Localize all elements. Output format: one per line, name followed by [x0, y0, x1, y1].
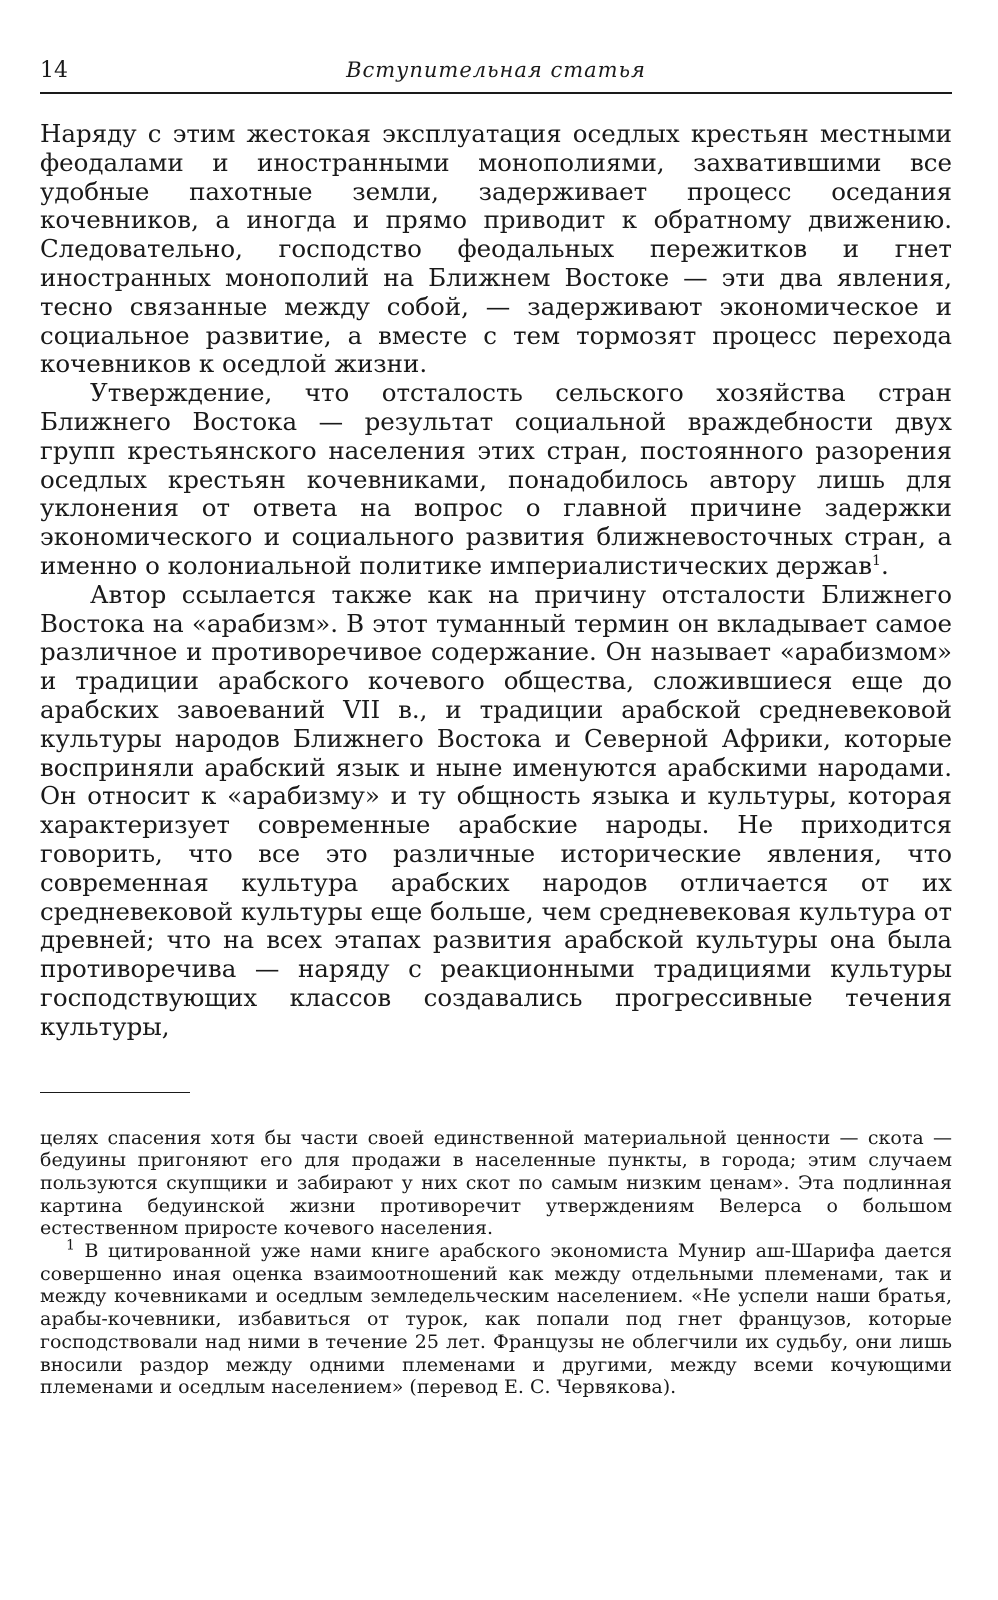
paragraph-2-text: Утверждение, что отсталость сельского хозяйства стран Ближнего Востока — результат социальной враждебности двух групп крестьянского населения этих стран, постоянного разорения оседлых крестьян кочевниками, понадобилось автору лишь для уклонения от ответа на вопрос о главной причине задержки экономического и социального развития ближневосточных стран, а именно о колониальной политике империалистических держав: [40, 378, 952, 580]
page-number: 14: [40, 58, 68, 83]
paragraph-3: Автор ссылается также как на причину отсталости Ближнего Востока на «арабизм». В этот туманный термин он вкладывает самое различное и противоречивое содержание. Он называет «арабизмом» и традиции арабского кочевого общества, сложившиеся еще до арабских завоеваний VII в., и традиции арабской средневековой культуры народов Ближнего Востока и Северной Африки, которые восприняли арабский язык и ныне именуются арабскими народами. Он относит к «арабизму» и ту общность языка и культуры, которая характеризует современные арабские народы. Не приходится говорить, что все это различные исторические явления, что современная культура арабских народов отличается от их средневековой культуры еще больше, чем средневековая культура от древней; что на всех этапах развития арабской культуры она была противоречива — наряду с реакционными традициями культуры господствующих классов создавались прогрессивные течения культуры,: [40, 579, 952, 1041]
running-title: Вступительная статья: [346, 58, 646, 82]
footnote-1: [40, 1237, 952, 1399]
paragraph-2-end: .: [880, 550, 889, 580]
footnote-reference: 1: [872, 552, 881, 569]
footnotes: [40, 1127, 952, 1399]
footnote-continuation: целях спасения хотя бы части своей единственной материальной ценности — скота — бедуины пригоняют его для продажи в населенные пункты, в города; этим случаем пользуются скупщики и забирают у них скот по самым низким ценам». Эта подлинная картина бедуинской жизни противоречит утверждениям Велерса о большом естественном приросте кочевого населения.: [40, 1126, 952, 1240]
running-head: [40, 52, 952, 94]
footnote-1-mark: 1: [66, 1237, 75, 1254]
book-page: [40, 52, 952, 1399]
main-text: [40, 120, 952, 1042]
footnote-1-text: В цитированной уже нами книге арабского экономиста Мунир аш-Шарифа дается совершенно иная оценка взаимоотношений как между отдельными племенами, так и между кочевниками и оседлым земледельческим населением. «Не успели наши братья, арабы-кочевники, избавиться от турок, как попали под гнет французов, которые господствовали над ними в течение 25 лет. Французы не облегчили их судьбу, они лишь вносили раздор между одними племенами и другими, между всеми кочующими племенами и оседлым населением» (перевод Е. С. Червякова).: [40, 1240, 952, 1399]
paragraph-2: [40, 379, 952, 581]
paragraph-1: Наряду с этим жестокая эксплуатация оседлых крестьян местными феодалами и иностранными монополиями, захватившими все удобные пахотные земли, задерживает процесс оседания кочевников, а иногда и прямо приводит к обратному движению. Следовательно, господство феодальных пережитков и гнет иностранных монополий на Ближнем Востоке — эти два явления, тесно связанные между собой, — задерживают экономическое и социальное развитие, а вместе с тем тормозят процесс перехода кочевников к оседлой жизни.: [40, 119, 952, 379]
footnote-separator: [40, 1092, 190, 1093]
